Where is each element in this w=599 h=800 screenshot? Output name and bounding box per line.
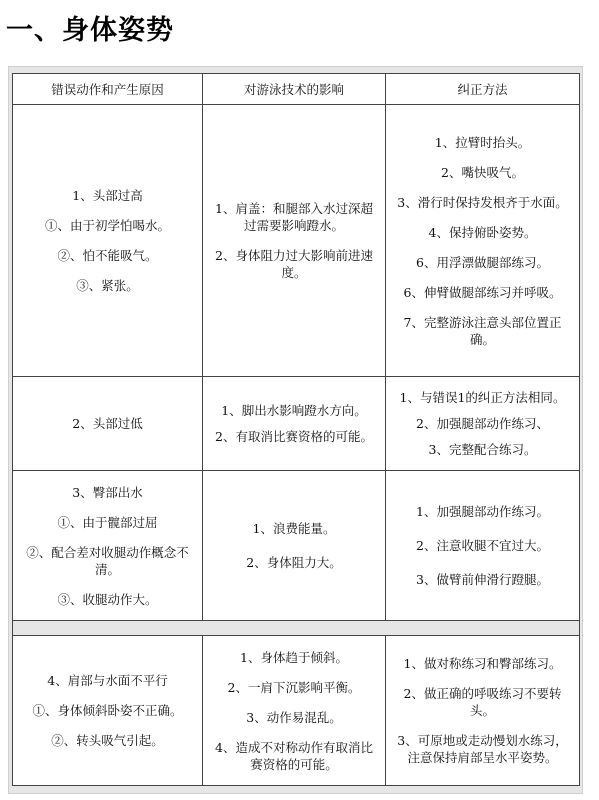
effect-item: 1、脚出水影响蹬水方向。 [221,403,367,418]
cause-reason: ①、由于髋部过屈 [57,514,158,530]
fix-item: 1、拉臂时抬头。 [434,134,531,150]
fix-item: 1、与错误1的纠正方法相同。 [399,390,566,405]
cause-cell [13,105,203,377]
table-header-row [13,74,580,105]
cause-title: 4、肩部与水面不平行 [47,673,168,688]
cause-reason: ①、身体倾斜卧姿不正确。 [32,703,183,718]
fix-item: 2、嘴快吸气。 [441,164,524,180]
table-row [13,636,580,786]
fix-item: 1、加强腿部动作练习。 [416,504,549,519]
cause-reason: ②、配合差对收腿动作概念不清。 [26,544,189,577]
cause-title: 1、头部过高 [72,188,143,203]
header-fix: 纠正方法 [386,74,580,105]
effect-item: 2、一肩下沉影响平衡。 [227,679,361,695]
cause-cell [13,636,203,786]
fix-item: 3、做臂前伸滑行蹬腿。 [416,572,549,587]
fix-item: 3、滑行时保持发根齐于水面。 [397,194,568,210]
fix-item: 1、做对称练习和臀部练习。 [403,656,562,671]
cause-title: 3、臀部出水 [72,484,143,500]
effect-cell [203,636,386,786]
error-correction-table [12,73,580,786]
table-row [13,471,580,621]
effect-cell [203,105,386,377]
effect-item: 2、有取消比赛资格的可能。 [215,429,373,444]
fix-item: 2、做正确的呼吸练习不要转头。 [403,686,562,718]
table-row [13,105,580,377]
page-title: 一、身体姿势 [6,15,174,46]
fix-cell [386,377,580,471]
effect-item: 1、肩盖：和腿部入水过深超过需要影响蹬水。 [215,201,373,233]
cause-cell [13,377,203,471]
header-effect: 对游泳技术的影响 [203,74,386,105]
fix-cell [386,636,580,786]
row-spacer [13,621,580,636]
effect-item: 3、动作易混乱。 [246,709,342,725]
fix-item: 2、加强腿部动作练习、 [416,416,549,431]
cause-reason: ②、怕不能吸气。 [57,248,158,263]
effect-item: 2、身体阻力过大影响前进速度。 [215,248,373,280]
effect-item: 2、身体阻力大。 [246,555,342,570]
cause-cell [13,471,203,621]
cause-reason: ③、紧张。 [76,278,139,293]
fix-item: 6、用浮漂做腿部练习。 [416,254,549,270]
effect-cell [203,471,386,621]
effect-item: 1、身体趋于倾斜。 [240,649,348,665]
fix-cell [386,105,580,377]
effect-item: 1、浪费能量。 [252,521,336,536]
effect-cell [203,377,386,471]
fix-item: 4、保持俯卧姿势。 [428,224,537,240]
fix-item: 6、伸臂做腿部练习并呼吸。 [403,284,562,300]
cause-reason: ①、由于初学怕喝水。 [44,218,170,233]
table-row [13,377,580,471]
fix-item: 2、注意收腿不宜过大。 [416,538,549,553]
fix-item: 7、完整游泳注意头部位置正确。 [403,314,562,347]
fix-item: 3、可原地或走动慢划水练习，注意保持肩部呈水平姿势。 [397,733,568,765]
effect-item: 4、造成不对称动作有取消比赛资格的可能。 [215,739,373,772]
cause-reason: ②、转头吸气引起。 [51,733,164,748]
fix-cell [386,471,580,621]
fix-item: 3、完整配合练习。 [428,442,537,457]
header-cause: 错误动作和产生原因 [13,74,203,105]
cause-reason: ③、收腿动作大。 [57,591,158,607]
cause-title: 2、头部过低 [72,416,143,431]
